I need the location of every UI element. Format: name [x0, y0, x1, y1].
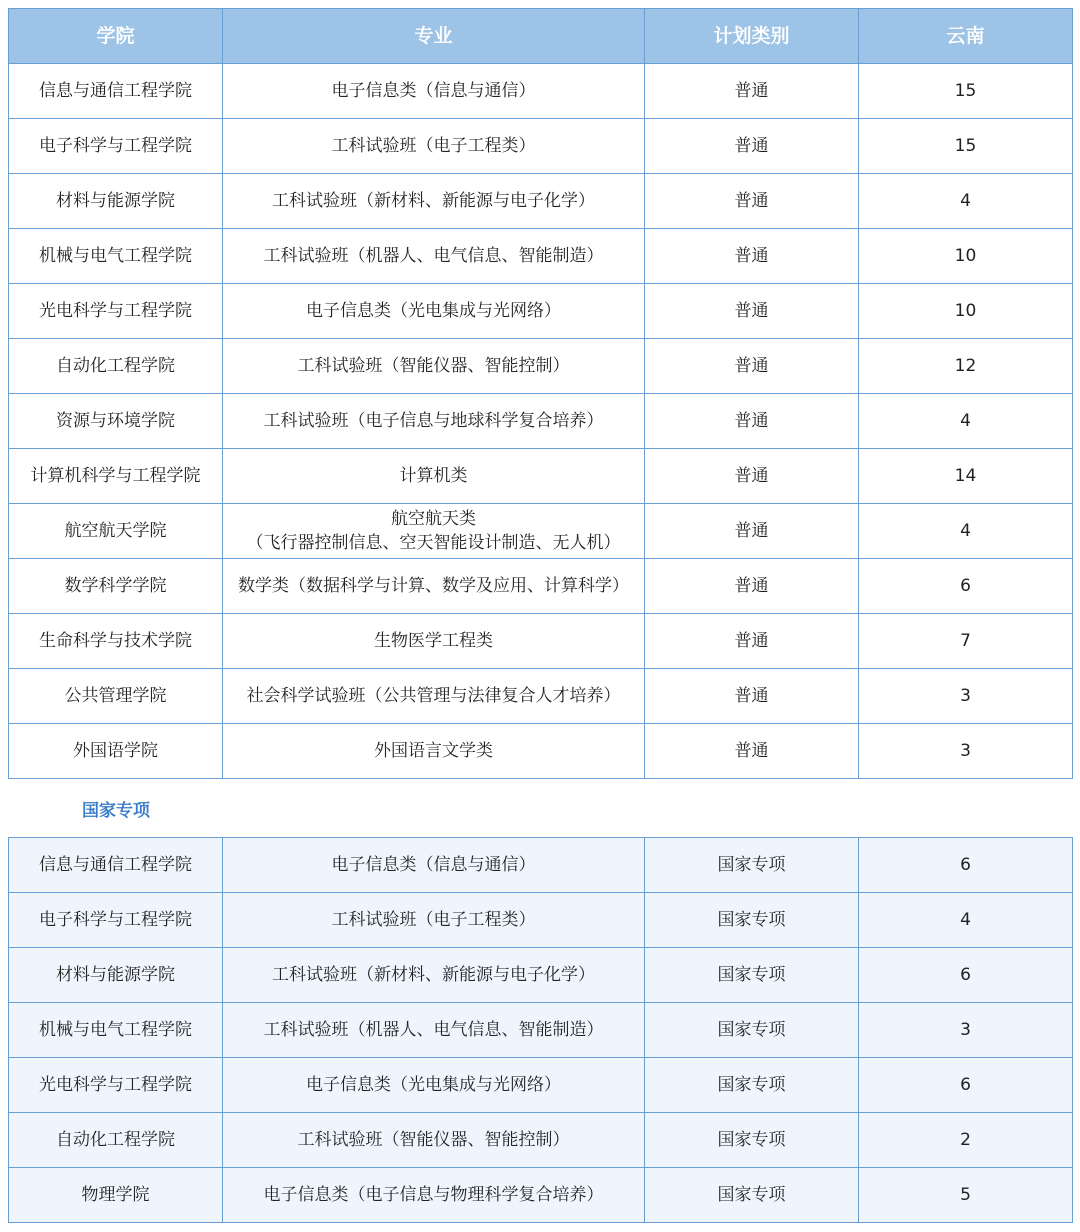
- plan-type-cell: 普通: [645, 559, 859, 614]
- college-cell: 物理学院: [9, 1168, 223, 1223]
- plan-type-cell: 普通: [645, 394, 859, 449]
- table-row: [9, 1113, 1073, 1168]
- count-cell: 6: [859, 1058, 1073, 1113]
- college-cell: 资源与环境学院: [9, 394, 223, 449]
- header-plan-type: 计划类别: [645, 9, 859, 64]
- count-cell: 14: [859, 449, 1073, 504]
- table-row: [9, 838, 1073, 893]
- major-cell: 工科试验班（电子信息与地球科学复合培养）: [223, 394, 645, 449]
- table-row: [9, 394, 1073, 449]
- plan-type-cell: 普通: [645, 229, 859, 284]
- national-plan-table: [8, 837, 1073, 1223]
- table-row: [9, 504, 1073, 559]
- table-row: [9, 614, 1073, 669]
- header-province: 云南: [859, 9, 1073, 64]
- table-row: [9, 229, 1073, 284]
- college-cell: 自动化工程学院: [9, 1113, 223, 1168]
- count-cell: 7: [859, 614, 1073, 669]
- table-row: [9, 669, 1073, 724]
- college-cell: 电子科学与工程学院: [9, 893, 223, 948]
- table-row: [9, 174, 1073, 229]
- plan-type-cell: 普通: [645, 174, 859, 229]
- plan-type-cell: 国家专项: [645, 1058, 859, 1113]
- plan-type-cell: 普通: [645, 724, 859, 779]
- major-cell: 数学类（数据科学与计算、数学及应用、计算科学）: [223, 559, 645, 614]
- table-row: [9, 559, 1073, 614]
- major-cell: 外国语言文学类: [223, 724, 645, 779]
- college-cell: 电子科学与工程学院: [9, 119, 223, 174]
- major-cell: 工科试验班（新材料、新能源与电子化学）: [223, 948, 645, 1003]
- college-cell: 航空航天学院: [9, 504, 223, 559]
- college-cell: 光电科学与工程学院: [9, 284, 223, 339]
- table-row: [9, 339, 1073, 394]
- count-cell: 15: [859, 64, 1073, 119]
- college-cell: 自动化工程学院: [9, 339, 223, 394]
- major-cell: 工科试验班（机器人、电气信息、智能制造）: [223, 1003, 645, 1058]
- plan-type-cell: 普通: [645, 64, 859, 119]
- count-cell: 4: [859, 504, 1073, 559]
- plan-type-cell: 普通: [645, 449, 859, 504]
- major-cell: 工科试验班（智能仪器、智能控制）: [223, 339, 645, 394]
- header-college: 学院: [9, 9, 223, 64]
- major-cell: 工科试验班（电子工程类）: [223, 893, 645, 948]
- count-cell: 5: [859, 1168, 1073, 1223]
- table-row: [9, 119, 1073, 174]
- college-cell: 机械与电气工程学院: [9, 229, 223, 284]
- plan-type-cell: 国家专项: [645, 838, 859, 893]
- count-cell: 10: [859, 229, 1073, 284]
- plan-type-cell: 普通: [645, 119, 859, 174]
- count-cell: 6: [859, 559, 1073, 614]
- plan-type-cell: 国家专项: [645, 1003, 859, 1058]
- major-cell: 社会科学试验班（公共管理与法律复合人才培养）: [223, 669, 645, 724]
- college-cell: 光电科学与工程学院: [9, 1058, 223, 1113]
- count-cell: 3: [859, 669, 1073, 724]
- count-cell: 12: [859, 339, 1073, 394]
- major-cell: 电子信息类（光电集成与光网络）: [223, 1058, 645, 1113]
- college-cell: 外国语学院: [9, 724, 223, 779]
- plan-type-cell: 普通: [645, 669, 859, 724]
- count-cell: 6: [859, 948, 1073, 1003]
- major-cell: 工科试验班（机器人、电气信息、智能制造）: [223, 229, 645, 284]
- plan-type-cell: 国家专项: [645, 1168, 859, 1223]
- table-row: [9, 284, 1073, 339]
- table-row: [9, 1003, 1073, 1058]
- major-cell: 生物医学工程类: [223, 614, 645, 669]
- count-cell: 10: [859, 284, 1073, 339]
- major-cell: 工科试验班（电子工程类）: [223, 119, 645, 174]
- count-cell: 2: [859, 1113, 1073, 1168]
- table-row: [9, 948, 1073, 1003]
- college-cell: 计算机科学与工程学院: [9, 449, 223, 504]
- regular-plan-table: [8, 8, 1073, 779]
- major-cell: 工科试验班（新材料、新能源与电子化学）: [223, 174, 645, 229]
- plan-type-cell: 国家专项: [645, 948, 859, 1003]
- count-cell: 4: [859, 174, 1073, 229]
- major-cell: 电子信息类（光电集成与光网络）: [223, 284, 645, 339]
- major-cell: 电子信息类（信息与通信）: [223, 838, 645, 893]
- college-cell: 机械与电气工程学院: [9, 1003, 223, 1058]
- table-row: [9, 1058, 1073, 1113]
- major-cell: 计算机类: [223, 449, 645, 504]
- table-row: [9, 893, 1073, 948]
- count-cell: 6: [859, 838, 1073, 893]
- major-cell: 工科试验班（智能仪器、智能控制）: [223, 1113, 645, 1168]
- college-cell: 信息与通信工程学院: [9, 64, 223, 119]
- major-cell: [223, 504, 645, 559]
- major-cell: 电子信息类（电子信息与物理科学复合培养）: [223, 1168, 645, 1223]
- college-cell: 材料与能源学院: [9, 948, 223, 1003]
- major-line-1: 航空航天类: [391, 509, 476, 529]
- college-cell: 信息与通信工程学院: [9, 838, 223, 893]
- major-line-2: （飞行器控制信息、空天智能设计制造、无人机）: [246, 533, 621, 553]
- plan-type-cell: 普通: [645, 284, 859, 339]
- major-cell: 电子信息类（信息与通信）: [223, 64, 645, 119]
- plan-type-cell: 普通: [645, 504, 859, 559]
- plan-type-cell: 普通: [645, 339, 859, 394]
- count-cell: 15: [859, 119, 1073, 174]
- table-header-row: [9, 9, 1073, 64]
- header-major: 专业: [223, 9, 645, 64]
- count-cell: 3: [859, 1003, 1073, 1058]
- plan-type-cell: 普通: [645, 614, 859, 669]
- count-cell: 3: [859, 724, 1073, 779]
- table-row: [9, 1168, 1073, 1223]
- count-cell: 4: [859, 394, 1073, 449]
- college-cell: 公共管理学院: [9, 669, 223, 724]
- college-cell: 数学科学学院: [9, 559, 223, 614]
- table-row: [9, 64, 1073, 119]
- count-cell: 4: [859, 893, 1073, 948]
- table-row: [9, 449, 1073, 504]
- college-cell: 材料与能源学院: [9, 174, 223, 229]
- plan-type-cell: 国家专项: [645, 893, 859, 948]
- table-row: [9, 724, 1073, 779]
- college-cell: 生命科学与技术学院: [9, 614, 223, 669]
- section-label-national: 国家专项: [82, 801, 150, 821]
- plan-type-cell: 国家专项: [645, 1113, 859, 1168]
